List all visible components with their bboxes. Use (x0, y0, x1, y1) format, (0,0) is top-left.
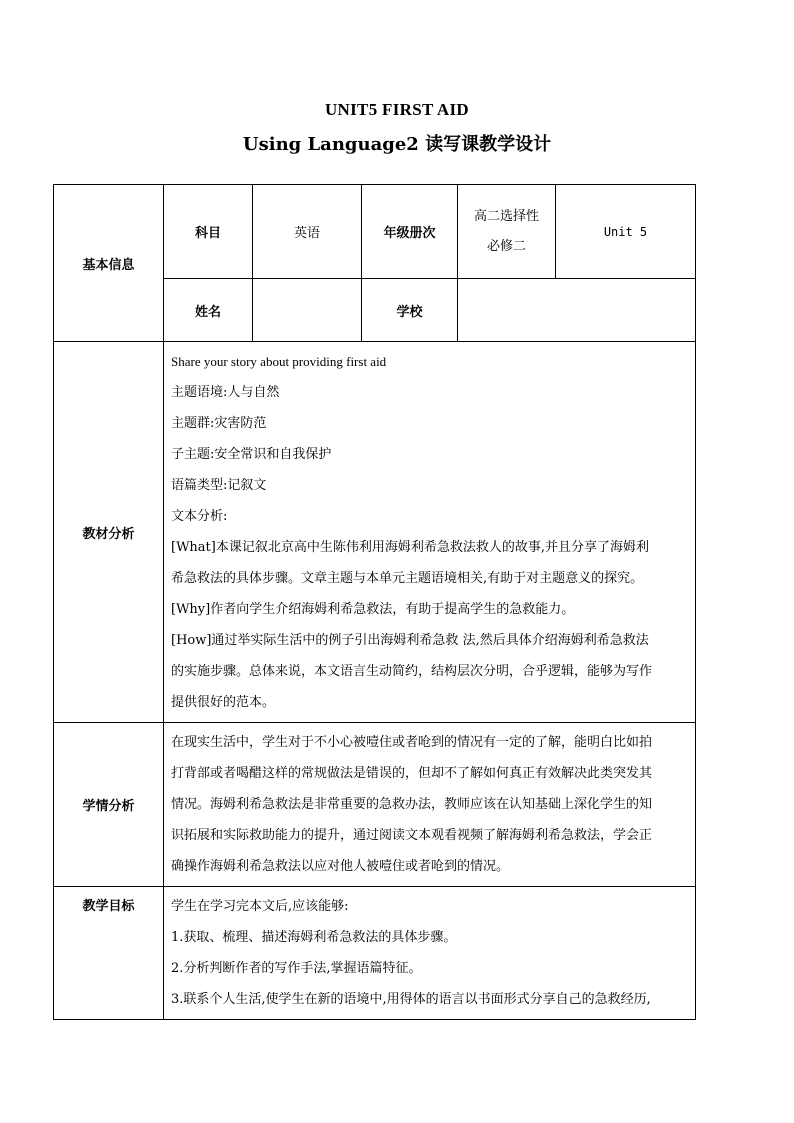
learner-line: 确操作海姆利希急救法以应对他人被噎住或者呛到的情况。 (171, 859, 510, 874)
material-line: 文本分析: (171, 509, 228, 524)
learner-line: 识拓展和实际救助能力的提升，通过阅读文本观看视频了解海姆利希急救法，学会正 (171, 828, 653, 843)
unit-value: Unit 5 (556, 185, 696, 279)
learner-line: 在现实生活中，学生对于不小心被噎住或者呛到的情况有一定的了解，能明白比如拍 (171, 735, 653, 750)
material-line: [Why]作者向学生介绍海姆利希急救法，有助于提高学生的急救能力。 (171, 602, 575, 617)
material-line: 希急救法的具体步骤。文章主题与本单元主题语境相关,有助于对主题意义的探究。 (171, 571, 644, 586)
goal-line: 1.获取、梳理、描述海姆利希急救法的具体步骤。 (171, 930, 457, 945)
material-line: 语篇类型:记叙文 (171, 478, 267, 493)
material-line: Share your story about providing first aid (171, 354, 387, 369)
grade-value (458, 185, 556, 279)
goal-line: 学生在学习完本文后,应该能够: (171, 899, 349, 914)
school-label: 学校 (362, 279, 458, 342)
school-value (458, 279, 696, 342)
material-line: 主题语境:人与自然 (171, 385, 280, 400)
name-value (253, 279, 362, 342)
material-line: [What]本课记叙北京高中生陈伟利用海姆利希急救法救人的故事,并且分享了海姆利 (171, 540, 649, 555)
learner-line: 打背部或者喝醋这样的常规做法是错误的，但却不了解如何真正有效解决此类突发其 (171, 766, 653, 781)
grade-value-line2: 必修二 (486, 238, 526, 254)
teaching-goals-label: 教学目标 (54, 887, 164, 1020)
material-line: 主题群:灾害防范 (171, 416, 267, 431)
goal-line: 2.分析判断作者的写作手法,掌握语篇特征。 (171, 961, 422, 976)
document-subtitle: Using Language2 读写课教学设计 (242, 134, 552, 155)
material-line: 提供很好的范本。 (171, 695, 276, 710)
grade-label: 年级册次 (362, 185, 458, 279)
learner-analysis-label: 学情分析 (54, 723, 164, 887)
teaching-goals-row (54, 887, 696, 1020)
learner-line: 情况。海姆利希急救法是非常重要的急救办法，教师应该在认知基础上深化学生的知 (171, 797, 653, 812)
subject-value: 英语 (253, 185, 362, 279)
document-title: UNIT5 FIRST AID (324, 100, 469, 119)
material-line: [How]通过举实际生活中的例子引出海姆利希急救 法,然后具体介绍海姆利希急救法 (171, 633, 649, 648)
grade-value-line1: 高二选择性 (473, 208, 539, 224)
learner-analysis-row (54, 723, 696, 887)
material-analysis-label: 教材分析 (54, 342, 164, 723)
material-analysis-content (164, 342, 696, 723)
learner-analysis-content (164, 723, 696, 887)
goal-line: 3.联系个人生活,使学生在新的语境中,用得体的语言以书面形式分享自己的急救经历, (171, 992, 651, 1007)
teaching-goals-content (164, 887, 696, 1020)
material-line: 子主题:安全常识和自我保护 (171, 447, 332, 462)
basic-info-label: 基本信息 (54, 185, 164, 342)
material-line: 的实施步骤。总体来说，本文语言生动简约，结构层次分明，合乎逻辑，能够为写作 (171, 664, 653, 679)
lesson-plan-table (53, 184, 696, 1020)
subject-label: 科目 (164, 185, 253, 279)
material-analysis-row (54, 342, 696, 723)
basic-info-row-1 (54, 185, 696, 279)
name-label: 姓名 (164, 279, 253, 342)
